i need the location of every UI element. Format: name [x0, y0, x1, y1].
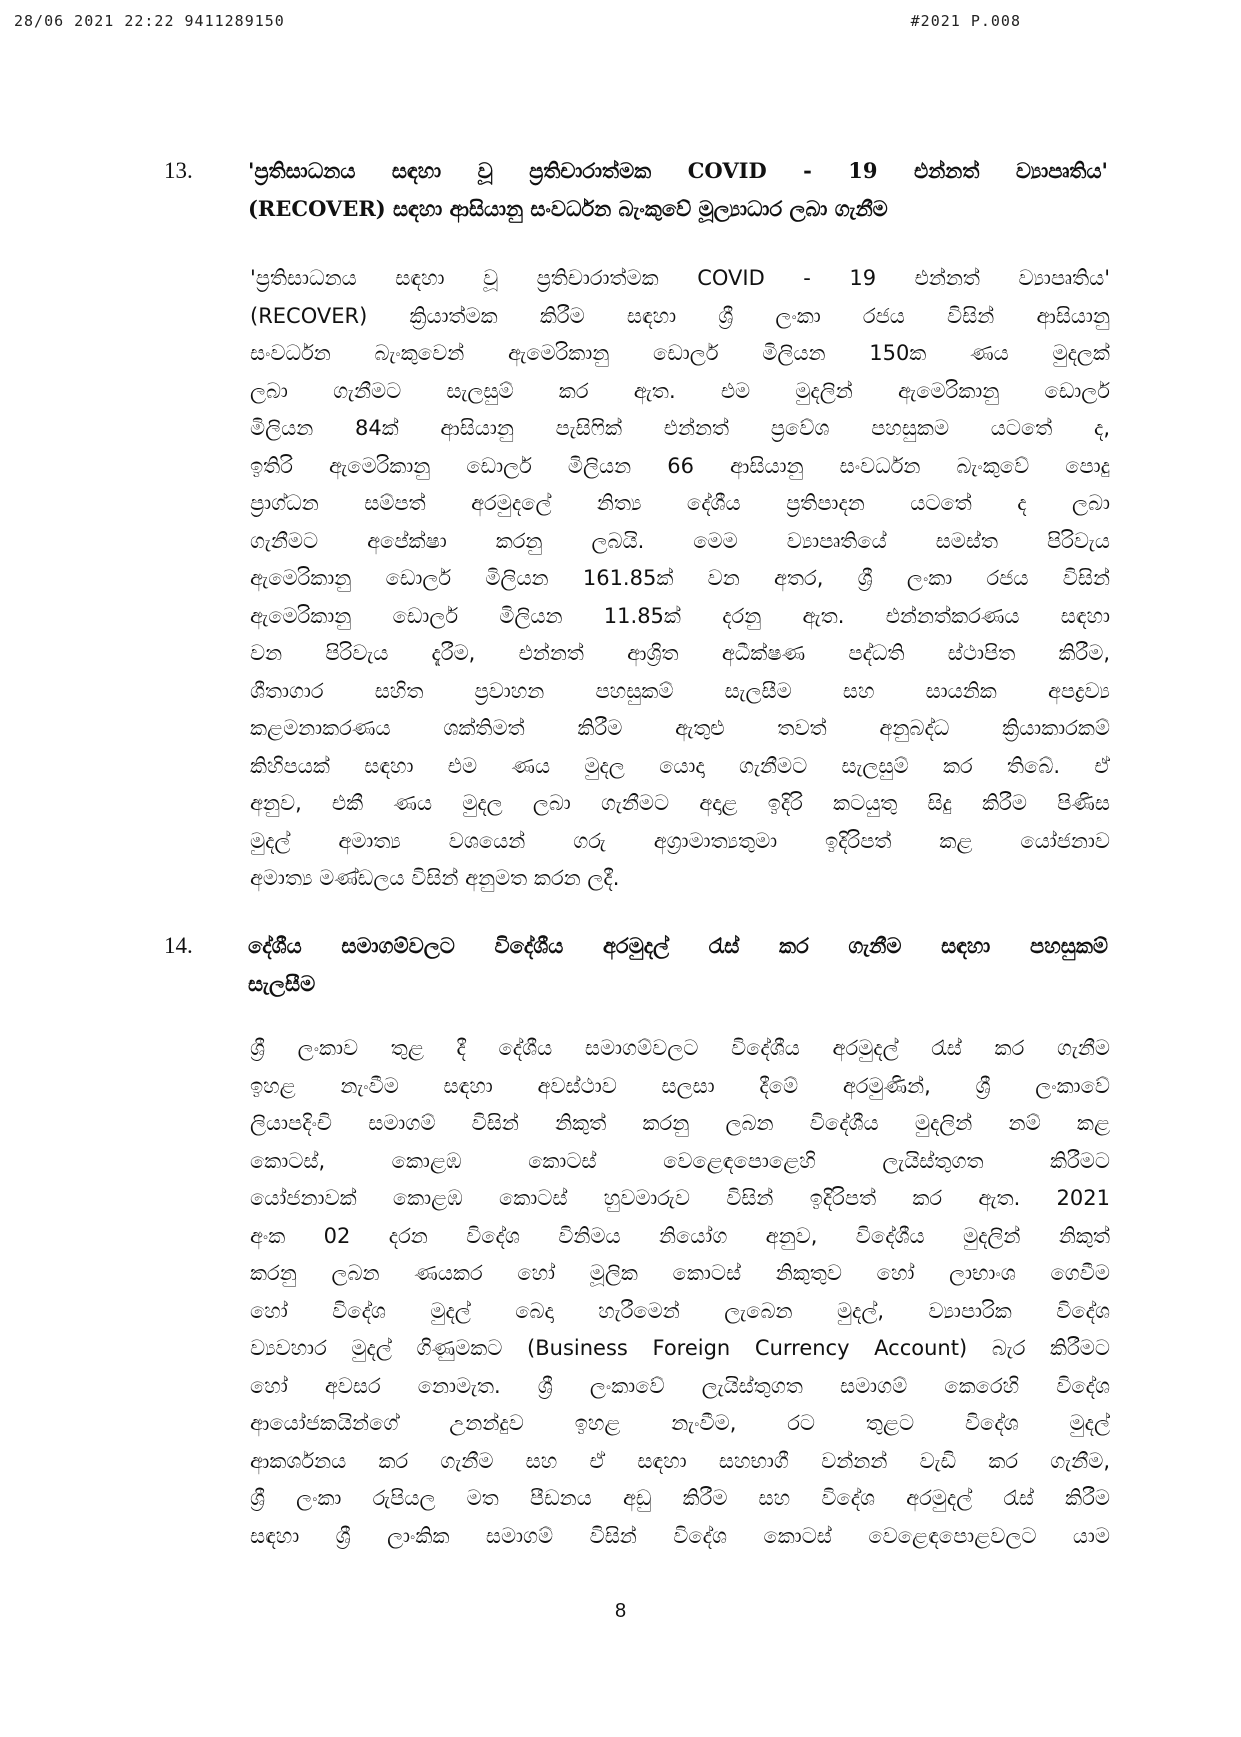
- body-line: සඳහා ශ්‍රී ලාංකික සමාගම් විසින් විදේශ කොටස් වෙළෙඳපොළවලට යාම: [250, 1523, 1110, 1548]
- body-line: ඉහළ නැංවීම සඳහා අවස්ථාව සලසා දීමේ අරමුණින්, ශ්‍රී ලංකාවේ: [250, 1073, 1110, 1098]
- title-line: (RECOVER) සඳහා ආසියානු සංවර්ධන බැංකුවේ මූල්‍යාධාර ලබා ගැනීම: [248, 196, 888, 221]
- fax-page-ref: #2021 P.008: [910, 12, 1021, 30]
- body-line: කළමනාකරණය ශක්තිමත් කිරීම ඇතුළු තවත් අනුබද්ධ ක්‍රියාකාරකම්: [250, 716, 1110, 740]
- body-line: යෝජනාවක් කොළඹ කොටස් හුවමාරුව විසින් ඉදිරිපත් කර ඇත. 2021: [250, 1186, 1110, 1210]
- section-title: [248, 152, 1108, 228]
- page-number: 8: [614, 1600, 627, 1622]
- body-line: කිහිපයක් සඳහා එම ණය මුදල යොදා ගැනීමට සැලසුම් කර තිබේ. ඒ: [250, 753, 1110, 778]
- body-line: අනුව, එකී ණය මුදල ලබා ගැනීමට අදාළ ඉදිරි කටයුතු සිදු කිරීම පිණිස: [250, 791, 1110, 815]
- body-line: ආකර්ශනය කර ගැනීම සහ ඒ සඳහා සහභාගී වන්නන් වැඩි කර ගැනීම,: [250, 1448, 1110, 1473]
- title-line: දේශීය සමාගම්වලට විදේශීය අරමුදල් රැස් කර ගැනීම සඳහා පහසුකම්: [248, 933, 1108, 958]
- body-line: ශ්‍රී ලංකා රුපියල මත පීඩනය අඩු කිරීම සහ විදේශ අරමුදල් රැස් කිරීම: [250, 1486, 1110, 1510]
- section-13-body: [250, 260, 1110, 898]
- body-line: හෝ විදේශ මුදල් බෙදා හැරීමෙන් ලැබෙන මුදල්, ව්‍යාපාරික විදේශ: [250, 1298, 1110, 1323]
- fax-timestamp: 28/06 2021 22:22 9411289150: [14, 12, 285, 30]
- body-line: ගැනීමට අපේක්ෂා කරනු ලබයි. මෙම ව්‍යාපෘතියේ සමස්ත පිරිවැය: [250, 528, 1110, 553]
- body-line: ශීතාගාර සහිත ප්‍රවාහන පහසුකම් සැලසීම සහ සායනික අපද්‍රව්‍ය: [250, 678, 1110, 703]
- body-line: හෝ අවසර නොමැත. ශ්‍රී ලංකාවේ ලැයිස්තුගත සමාගම් කෙරෙහි විදේශ: [250, 1373, 1110, 1398]
- body-line: අංක 02 දරන විදේශ විනිමය නියෝග අනුව, විදේශීය මුදලින් නිකුත්: [250, 1223, 1110, 1248]
- body-line: ලබා ගැනීමට සැලසුම් කර ඇත. එම මුදලින් ඇමෙරිකානු ඩොලර්: [250, 378, 1110, 403]
- body-line: ප්‍රාග්ධන සම්පත් අරමුදලේ නිත්‍ය දේශීය ප්‍රතිපාදන යටතේ ද ලබා: [250, 491, 1110, 515]
- body-line: මිලියන 84ක් ආසියානු පැසිෆික් එන්නත් ප්‍රවේශ පහසුකම යටතේ ද,: [250, 416, 1110, 440]
- body-line: 'ප්‍රතිසාධනය සඳහා වූ ප්‍රතිචාරාත්මක COVID - 19 එන්නත් ව්‍යාපෘතිය': [250, 266, 1110, 290]
- fax-header: [14, 12, 1221, 36]
- body-line: වන පිරිවැය දැරීම, එන්නත් ආශ්‍රිත අධීක්ෂණ පද්ධති ස්ථාපිත කිරීම,: [250, 641, 1110, 665]
- section-title: [248, 927, 1108, 1003]
- body-line: සංවර්ධන බැංකුවෙන් ඇමෙරිකානු ඩොලර් මිලියන 150ක ණය මුදලක්: [250, 341, 1110, 365]
- body-line: ඇමෙරිකානු ඩොලර් මිලියන 11.85ක් දරනු ඇත. එන්නත්කරණය සඳහා: [250, 603, 1110, 628]
- body-line: අමාත්‍ය මණ්ඩලය විසින් අනුමත කරන ලදී.: [250, 866, 620, 890]
- body-line: ආයෝජකයින්ගේ උනන්දුව ඉහළ නැංවීම, රට තුළට විදේශ මුදල්: [250, 1411, 1110, 1435]
- section-14-body: [250, 1030, 1110, 1555]
- section-number: 13.: [164, 158, 193, 183]
- body-line: කරනු ලබන ණයකර හෝ මූලික කොටස් නිකුතුව හෝ ලාභාංශ ගෙවීම: [250, 1261, 1110, 1285]
- body-line: ශ්‍රී ලංකාව තුළ දී දේශීය සමාගම්වලට විදේශීය අරමුදල් රැස් කර ගැනීම: [250, 1036, 1110, 1060]
- body-line: මුදල් අමාත්‍ය වශයෙන් ගරු අග්‍රාමාත්‍යතුමා ඉදිරිපත් කළ යෝජනාව: [250, 828, 1110, 853]
- title-line: සැලසීම: [248, 971, 316, 996]
- body-line: ලියාපදිංචි සමාගම් විසින් නිකුත් කරනු ලබන විදේශීය මුදලින් නම් කළ: [250, 1111, 1110, 1135]
- body-line: ඉතිරි ඇමෙරිකානු ඩොලර් මිලියන 66 ආසියානු සංවර්ධන බැංකුවේ පොදු: [250, 453, 1110, 478]
- body-line: ඇමෙරිකානු ඩොලර් මිලියන 161.85ක් වන අතර, ශ්‍රී ලංකා රජය විසින්: [250, 566, 1110, 590]
- section-number: 14.: [164, 933, 193, 958]
- body-line: කොටස්, කොළඹ කොටස් වෙළෙඳපොළෙහි ලැයිස්තුගත කිරීමට: [250, 1148, 1110, 1173]
- body-line: ව්‍යවහාර මුදල් ගිණුමකට (Business Foreign Currency Account) බැර කිරීමට: [250, 1336, 1110, 1360]
- title-line: 'ප්‍රතිසාධනය සඳහා වූ ප්‍රතිචාරාත්මක COVID - 19 එන්නත් ව්‍යාපෘතිය': [248, 158, 1108, 183]
- body-line: (RECOVER) ක්‍රියාත්මක කිරීම සඳහා ශ්‍රී ලංකා රජය විසින් ආසියානු: [250, 303, 1110, 328]
